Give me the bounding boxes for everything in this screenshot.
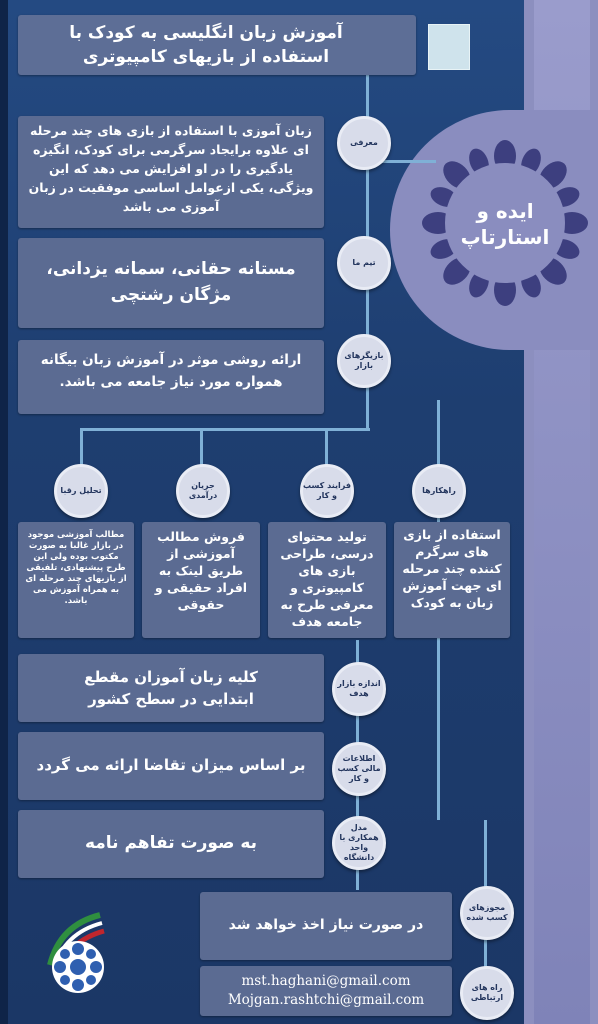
target-market-line-1: کلیه زبان آموزان مقطع — [84, 668, 258, 686]
cooperation-model-box — [18, 810, 324, 878]
title-box — [18, 15, 416, 75]
title-line-1: آموزش زبان انگلیسی به کودک با — [69, 23, 343, 43]
node-financial-info — [332, 742, 386, 796]
intro-text: زبان آموزی با استفاده از بازی های چند مرحله ای علاوه برایجاد سرگرمی برای کودک، انگیزه یادگیری را در او افزایش می دهد که این ویژگی، یکی ازعوامل اساسی موفقیت در زبان آموزی می باشد — [28, 123, 314, 214]
node-intro-label: معرفی — [350, 138, 378, 147]
email-2[interactable]: Mojgan.rashtchi@gmail.com — [227, 992, 425, 1008]
solutions-text: استفاده از بازی های سرگرم کننده چند مرحله ای جهت آموزش زبان به کودک — [402, 527, 502, 610]
target-market-text — [18, 654, 324, 722]
page-title — [36, 21, 376, 69]
market-players-text: ارائه روشی موثر در آموزش زبان بیگانه همواره مورد نیاز جامعه می باشد. — [40, 352, 302, 390]
cooperation-model-text: به صورت تفاهم نامه — [84, 833, 258, 853]
badge-line-1: ایده و — [476, 199, 534, 223]
node-market-players-label: بازیگرهای بازار — [344, 351, 384, 370]
solutions-box — [394, 522, 510, 638]
market-players-box — [18, 340, 324, 414]
business-process-text: تولید محتوای درسی، طراحی بازی های کامپیوتری و معرفی طرح به جامعه هدف — [280, 529, 374, 629]
node-cooperation-model-label: مدل همکاری با واحد دانشگاه — [339, 823, 379, 862]
connector-branch-3 — [325, 428, 328, 468]
permits-box — [200, 892, 452, 960]
node-competitor-analysis-label: تحلیل رقبا — [60, 486, 102, 495]
node-cooperation-model — [332, 816, 386, 870]
team-text — [18, 238, 324, 326]
connector-branch-1 — [80, 428, 83, 468]
target-market-box — [18, 654, 324, 722]
flower-badge-icon — [422, 140, 588, 306]
permits-text: در صورت نیاز اخذ خواهد شد — [228, 917, 424, 933]
node-contact — [460, 966, 514, 1020]
title-square-icon — [428, 24, 470, 70]
email-1[interactable]: mst.haghani@gmail.com — [241, 973, 411, 989]
financial-info-text: بر اساس میزان تقاضا ارائه می گردد — [36, 756, 306, 774]
node-target-market — [332, 662, 386, 716]
financial-info-box — [18, 732, 324, 800]
university-logo-icon — [40, 905, 120, 1005]
node-team-label: تیم ما — [352, 258, 376, 267]
node-contact-label: راه های ارتباطی — [470, 983, 504, 1002]
node-solutions-label: راهکارها — [422, 486, 456, 495]
contact-box — [200, 966, 452, 1016]
node-revenue-stream-label: جریان درآمدی — [188, 481, 218, 500]
team-box — [18, 238, 324, 328]
competitor-analysis-text: مطالب آموزشی موجود در بازار غالبا به صورت مکتوب بوده ولی این طرح پیشنهادی، تلفیقی از بازیهای چند مرحله ای به همراه آموزش می باشد. — [25, 530, 127, 606]
revenue-stream-box — [142, 522, 260, 638]
node-intro — [337, 116, 391, 170]
intro-box — [18, 116, 324, 228]
team-line-1: مستانه حقانی، سمانه یزدانی، — [46, 259, 296, 279]
node-financial-info-label: اطلاعات مالی کسب و کار — [337, 754, 381, 783]
badge-line-2: استارتاپ — [460, 225, 550, 249]
node-competitor-analysis — [54, 464, 108, 518]
revenue-stream-text: فروش مطالب آموزشی از طریق لینک به افراد حقیقی و حقوقی — [154, 529, 248, 612]
title-line-2: استفاده از بازیهای کامپیوتری — [82, 47, 330, 67]
node-target-market-label: اندازه بازار هدف — [337, 679, 381, 698]
node-business-process — [300, 464, 354, 518]
node-revenue-stream — [176, 464, 230, 518]
business-process-box — [268, 522, 386, 638]
node-permits — [460, 886, 514, 940]
contact-emails — [200, 966, 452, 1016]
target-market-line-2: ابتدایی در سطح کشور — [88, 690, 254, 708]
node-market-players — [337, 334, 391, 388]
node-team — [337, 236, 391, 290]
node-solutions — [412, 464, 466, 518]
connector-branch-2 — [200, 428, 203, 468]
team-line-2: مژگان رشتچی — [110, 285, 232, 305]
node-business-process-label: فرایند کسب و کار — [303, 481, 351, 500]
left-border — [0, 0, 8, 1024]
node-permits-label: مجوزهای کسب شده — [466, 903, 508, 922]
competitor-analysis-box — [18, 522, 134, 638]
